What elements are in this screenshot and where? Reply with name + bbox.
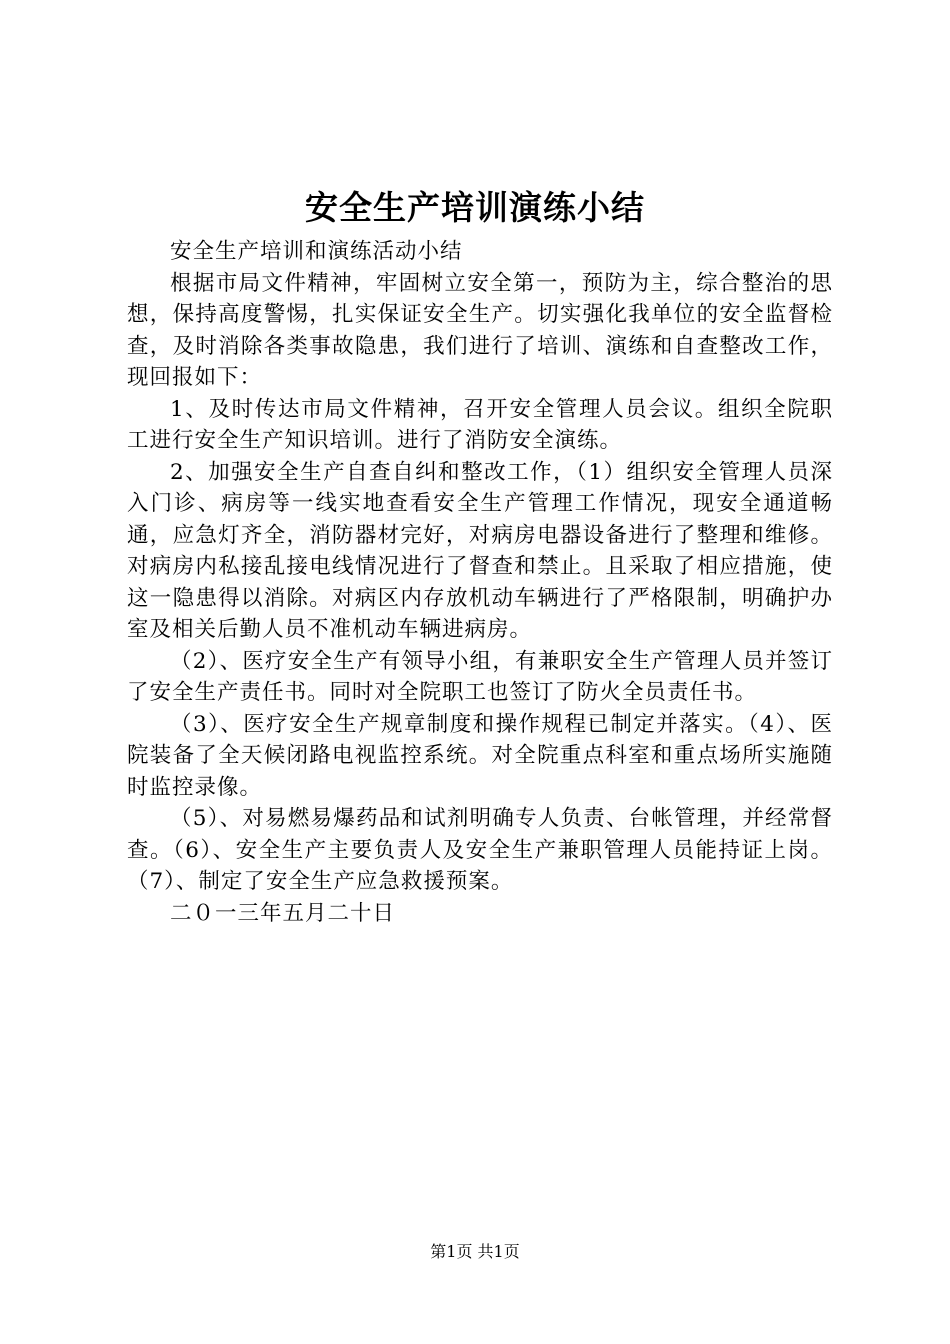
paragraph-subtitle: 安全生产培训和演练活动小结 (170, 239, 463, 264)
paragraph-item-2-3: （3）、医疗安全生产规章制度和操作规程已制定并落实。（4）、医院装备了全天候闭路电视监控系统。对全院重点科室和重点场所实施随时监控录像。 (127, 711, 833, 800)
document-title: 安全生产培训演练小结 (305, 188, 645, 227)
document-body (127, 236, 833, 929)
paragraph-intro: 根据市局文件精神，牢固树立安全第一，预防为主，综合整治的思想，保持高度警惕，扎实保证安全生产。切实强化我单位的安全监督检查，及时消除各类事故隐患，我们进行了培训、演练和自查整改工作，现回报如下： (127, 270, 833, 390)
page-footer: 第1页 共1页 (430, 1242, 520, 1261)
paragraph-item-2-2: （2）、医疗安全生产有领导小组，有兼职安全生产管理人员并签订了安全生产责任书。同时对全院职工也签订了防火全员责任书。 (127, 648, 833, 705)
paragraph-date: 二０一三年五月二十日 (170, 900, 396, 926)
paragraph-item-2-5: （5）、对易燃易爆药品和试剂明确专人负责、台帐管理，并经常督查。（6）、安全生产主要负责人及安全生产兼职管理人员能持证上岗。（7）、制定了安全生产应急救援预案。 (127, 806, 833, 894)
paragraph-item-1: 1、及时传达市局文件精神，召开安全管理人员会议。组织全院职工进行安全生产知识培训。进行了消防安全演练。 (127, 396, 833, 453)
paragraph-item-2: 2、加强安全生产自查自纠和整改工作，（1）组织安全管理人员深入门诊、病房等一线实地查看安全生产管理工作情况，现安全通道畅通，应急灯齐全，消防器材完好，对病房电器设备进行了整理和维修。对病房内私接乱接电线情况进行了督查和禁止。且采取了相应措施，使这一隐患得以消除。对病区内存放机动车辆进行了严格限制，明确护办室及相关后勤人员不准机动车辆进病房。 (127, 459, 833, 642)
